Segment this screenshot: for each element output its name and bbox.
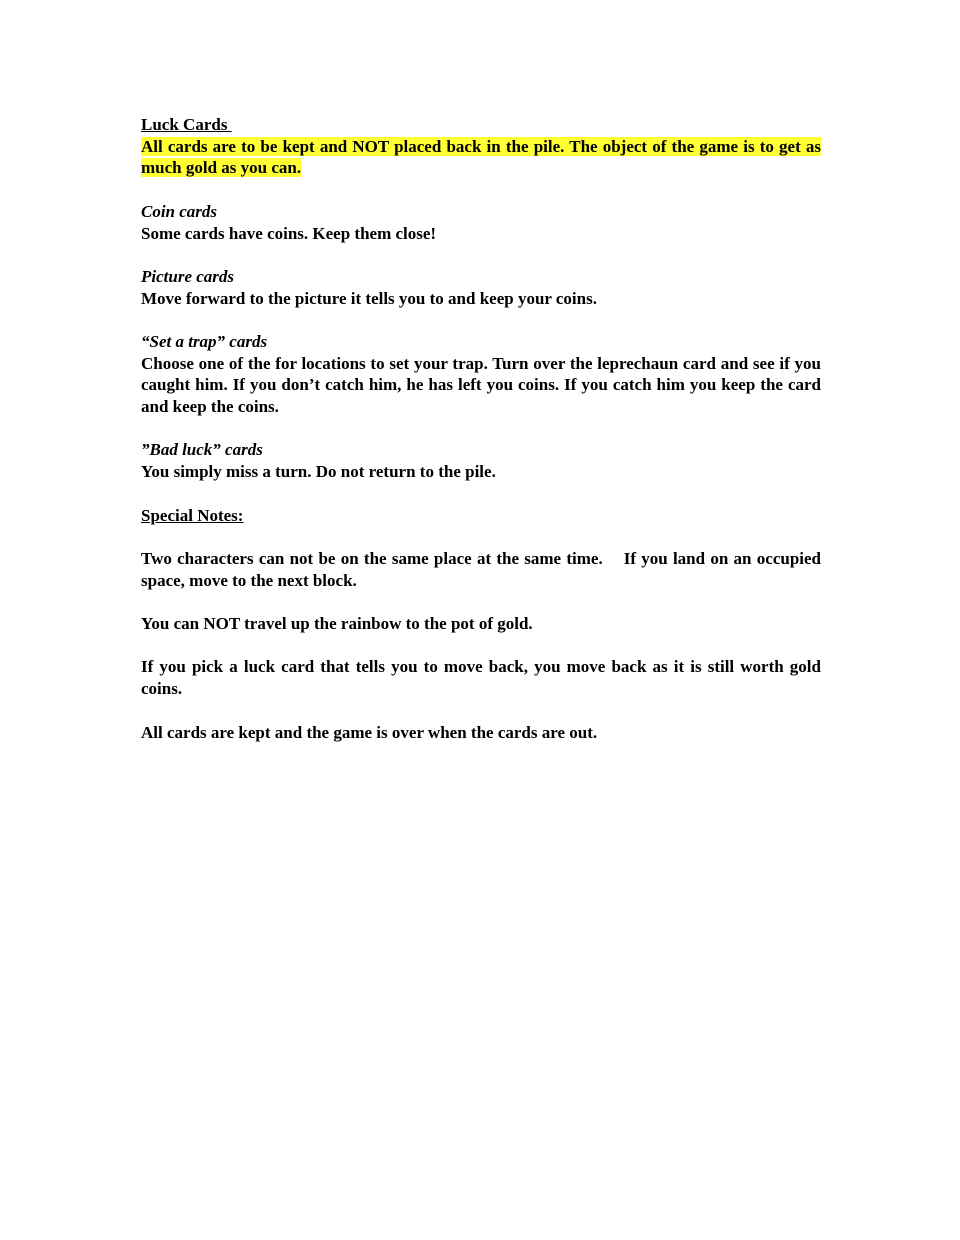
section-heading: “Set a trap” cards	[141, 331, 268, 351]
section-text: You simply miss a turn. Do not return to the pile.	[141, 462, 496, 482]
note-paragraph: All cards are kept and the game is over when the cards are out.	[141, 722, 598, 742]
section-bad-luck-cards	[141, 439, 821, 482]
note-paragraph: If you pick a luck card that tells you to move back, you move back as it is still worth gold coins.	[141, 657, 821, 699]
section-heading: ”Bad luck” cards	[141, 440, 263, 460]
section-coin-cards	[141, 201, 821, 244]
intro-text-highlighted: All cards are to be kept and NOT placed back in the pile. The object of the game is to get as much gold as you can.	[141, 136, 821, 178]
section-text: Move forward to the picture it tells you to and keep your coins.	[141, 288, 597, 308]
section-heading: Picture cards	[141, 266, 235, 286]
document-page	[141, 114, 821, 765]
note-paragraph: Two characters can not be on the same place at the same time. If you land on an occupied space, move to the next block.	[141, 548, 821, 590]
section-set-a-trap-cards	[141, 331, 821, 418]
document-title: Luck Cards	[141, 115, 232, 134]
section-text: Some cards have coins. Keep them close!	[141, 223, 437, 243]
section-picture-cards	[141, 266, 821, 309]
note-paragraph: You can NOT travel up the rainbow to the pot of gold.	[141, 614, 533, 634]
section-heading: Coin cards	[141, 201, 218, 221]
section-text: Choose one of the for locations to set your trap. Turn over the leprechaun card and see if you caught him. If you don’t catch him, he has left you coins. If you catch him you keep the card and keep the coins.	[141, 353, 821, 417]
intro-block	[141, 114, 821, 179]
special-notes-heading-block	[141, 505, 821, 527]
special-notes-heading: Special Notes:	[141, 505, 244, 525]
intro-paragraph	[141, 136, 821, 179]
